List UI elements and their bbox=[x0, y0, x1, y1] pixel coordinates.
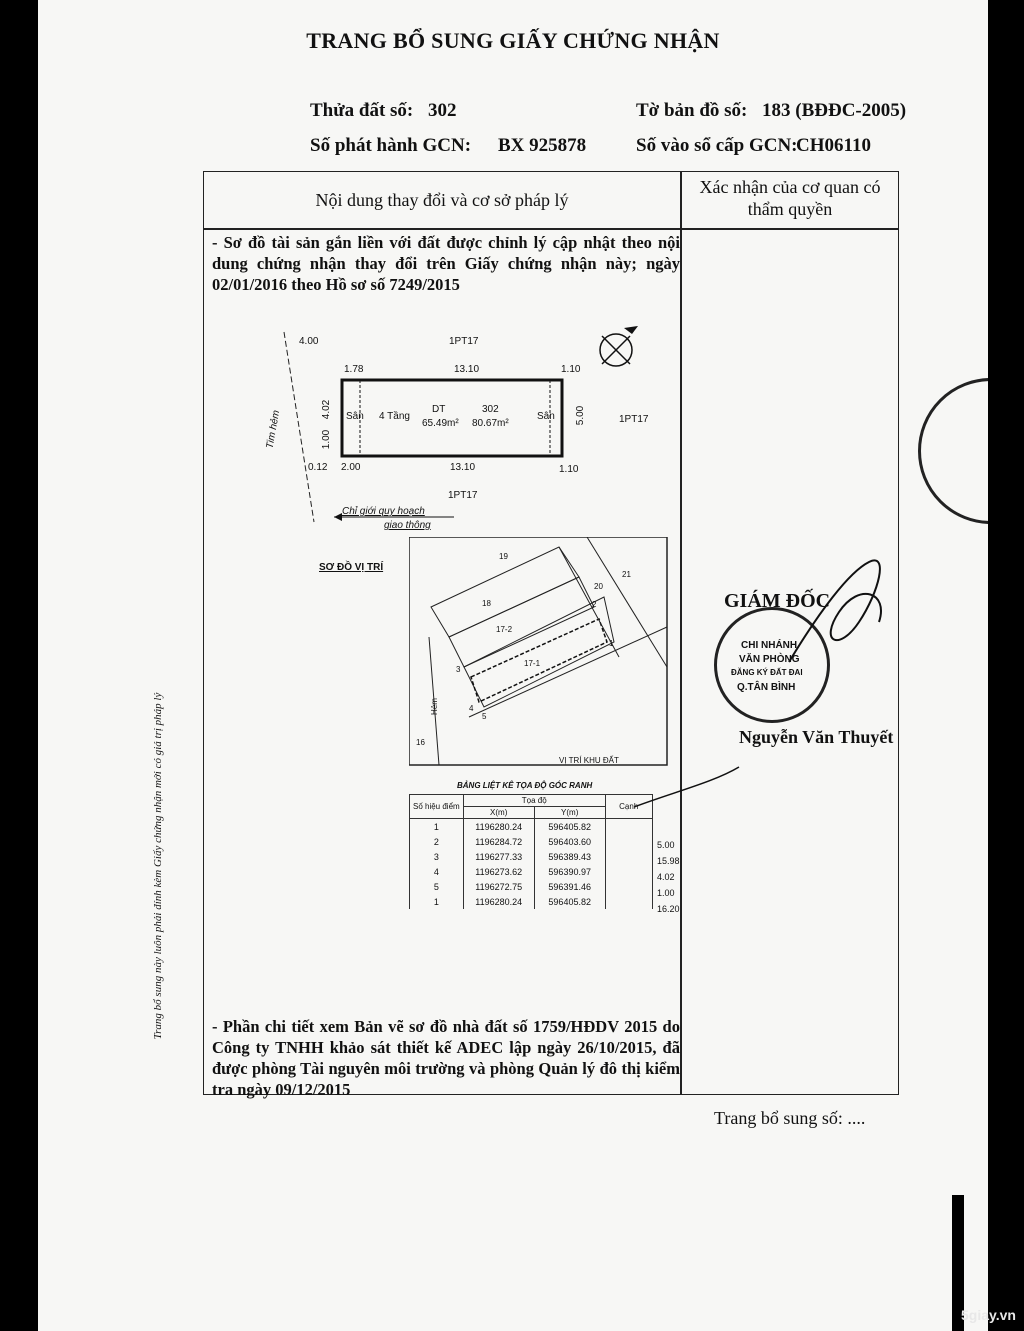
floors-label: 4 Tầng bbox=[379, 411, 410, 422]
coord-cell-x: 1196273.62 bbox=[463, 864, 534, 879]
coord-row bbox=[410, 879, 653, 894]
parcel-value: 302 bbox=[428, 100, 457, 121]
area-total: 80.67m² bbox=[472, 418, 509, 429]
seal-line-1: CHI NHÁNH bbox=[741, 640, 798, 651]
coord-cell-x: 1196272.75 bbox=[463, 879, 534, 894]
coord-cell-p: 1 bbox=[410, 819, 464, 835]
side-note: Trang bổ sung này luôn phải đính kèm Giấy chứng nhận mới có giá trị pháp lý bbox=[152, 692, 164, 1040]
page-title: TRANG BỔ SUNG GIẤY CHỨNG NHẬN bbox=[306, 28, 720, 53]
coord-cell-y: 596405.82 bbox=[534, 894, 605, 909]
side-dim-3: 5.00 bbox=[575, 405, 587, 426]
dim-bottom-1: 0.12 bbox=[308, 462, 328, 473]
side-dim-1: 4.02 bbox=[321, 399, 333, 420]
edge-length: 16.20 bbox=[657, 904, 680, 914]
map-value: 183 (BĐĐC-2005) bbox=[762, 100, 907, 121]
coord-table bbox=[409, 794, 653, 909]
north-arrow-icon bbox=[594, 322, 644, 372]
lot-16: 16 bbox=[416, 738, 425, 747]
coord-th-x: X(m) bbox=[463, 807, 534, 819]
change-paragraph-2: - Phần chi tiết xem Bản vẽ sơ đồ nhà đất số 1759/HĐDV 2015 do Công ty TNHH khảo sát thiết kế ADEC lập ngày 26/10/2015, đã được phòng Tài nguyên môi trường và phòng Quản lý đô thị kiểm tra ngày 09/12/2015 bbox=[212, 1017, 680, 1099]
coord-cell-p: 5 bbox=[410, 879, 464, 894]
boundary-arrow-head bbox=[334, 513, 342, 521]
point-2: 2 bbox=[592, 600, 597, 609]
lot-20: 20 bbox=[594, 582, 603, 591]
coord-th-y: Y(m) bbox=[534, 807, 605, 819]
col2-header-line1: Xác nhận của cơ quan có bbox=[699, 177, 881, 197]
dim-bottom-3: 13.10 bbox=[450, 462, 476, 473]
seal-line-3: ĐĂNG KÝ ĐẤT ĐAI bbox=[731, 668, 803, 677]
plan-bottom-label: 1PT17 bbox=[448, 490, 478, 501]
edge-length: 5.00 bbox=[657, 840, 675, 850]
coord-row bbox=[410, 819, 653, 835]
dim-top-1: 1.78 bbox=[344, 364, 364, 375]
alley-label: Tim hẻm bbox=[264, 409, 283, 450]
lot-number: 302 bbox=[482, 404, 499, 415]
col2-header-line2: thẩm quyền bbox=[747, 199, 833, 219]
coord-cell-x: 1196280.24 bbox=[463, 894, 534, 909]
coord-row bbox=[410, 849, 653, 864]
lot-17-1: 17-1 bbox=[524, 659, 541, 668]
edge-length: 15.98 bbox=[657, 856, 680, 866]
coord-row bbox=[410, 834, 653, 849]
site-label: VỊ TRÍ KHU ĐẤT bbox=[559, 756, 619, 765]
alley-map-label: Hẻm bbox=[429, 698, 439, 715]
dt-label: DT bbox=[432, 404, 446, 415]
register-value: CH06110 bbox=[796, 135, 871, 156]
coord-cell-edge bbox=[605, 819, 652, 835]
watermark: 5giay.vn bbox=[961, 1307, 1016, 1323]
table-header-divider bbox=[204, 228, 898, 230]
coord-cell-y: 596389.43 bbox=[534, 849, 605, 864]
change-table bbox=[203, 171, 899, 1099]
coord-cell-y: 596390.97 bbox=[534, 864, 605, 879]
yard-left: Sân bbox=[346, 411, 364, 422]
dim-top-3: 1.10 bbox=[561, 364, 581, 375]
coord-th-point: Số hiệu điểm bbox=[410, 795, 464, 819]
coord-cell-y: 596391.46 bbox=[534, 879, 605, 894]
coord-cell-y: 596405.82 bbox=[534, 819, 605, 835]
dim-top-2: 13.10 bbox=[454, 364, 480, 375]
cert-issue-value: BX 925878 bbox=[498, 135, 587, 156]
seal-line-4: Q.TÂN BÌNH bbox=[737, 682, 796, 693]
approval-role: GIÁM ĐỐC bbox=[724, 590, 831, 612]
lot-18: 18 bbox=[482, 599, 491, 608]
coord-table-body bbox=[410, 819, 653, 910]
coord-cell-p: 1 bbox=[410, 894, 464, 909]
seal-line-2: VĂN PHÒNG bbox=[739, 654, 800, 665]
coord-cell-p: 2 bbox=[410, 834, 464, 849]
signer-name: Nguyễn Văn Thuyết bbox=[739, 727, 894, 747]
point-1: 1 bbox=[609, 639, 614, 648]
point-4: 4 bbox=[469, 704, 474, 713]
yard-right: Sân bbox=[537, 411, 555, 422]
partial-seal-icon bbox=[918, 378, 988, 524]
signature-icon bbox=[779, 552, 899, 672]
lot-21: 21 bbox=[622, 570, 631, 579]
coord-cell-edge bbox=[605, 894, 652, 909]
dim-bottom-4: 1.10 bbox=[559, 464, 579, 475]
register-label: Số vào sổ cấp GCN: bbox=[636, 135, 798, 156]
page-number-label: Trang bổ sung số: .... bbox=[714, 1108, 866, 1128]
cert-issue-label: Số phát hành GCN: bbox=[310, 135, 472, 156]
coord-th-coord: Tọa độ bbox=[463, 795, 605, 807]
coord-cell-edge bbox=[605, 879, 652, 894]
coord-th-edge: Cạnh bbox=[605, 795, 652, 819]
point-5: 5 bbox=[482, 712, 487, 721]
coord-cell-edge bbox=[605, 864, 652, 879]
boundary-label-2: giao thông bbox=[384, 520, 431, 531]
edge-length: 4.02 bbox=[657, 872, 675, 882]
lot-19: 19 bbox=[499, 552, 508, 561]
alley-centerline bbox=[284, 332, 314, 522]
coord-cell-x: 1196277.33 bbox=[463, 849, 534, 864]
plan-right-label: 1PT17 bbox=[619, 414, 649, 425]
coord-cell-x: 1196284.72 bbox=[463, 834, 534, 849]
coord-row bbox=[410, 864, 653, 879]
coord-row bbox=[410, 894, 653, 909]
boundary-label-1: Chỉ giới quy hoạch bbox=[342, 506, 425, 517]
side-dim-2: 1.00 bbox=[321, 429, 333, 450]
top-left-dim: 4.00 bbox=[299, 336, 319, 347]
document-page bbox=[38, 0, 988, 1331]
coord-table-title: BẢNG LIỆT KÊ TỌA ĐỘ GÓC RANH bbox=[457, 781, 593, 790]
coord-cell-p: 3 bbox=[410, 849, 464, 864]
coord-cell-edge bbox=[605, 834, 652, 849]
change-paragraph-1: - Sơ đồ tài sản gắn liền với đất được chỉnh lý cập nhật theo nội dung chứng nhận thay đổi trên Giấy chứng nhận này; ngày 02/01/2016 theo Hồ sơ số 7249/2015 bbox=[212, 233, 680, 294]
point-3: 3 bbox=[456, 665, 461, 674]
coord-cell-y: 596403.60 bbox=[534, 834, 605, 849]
dim-bottom-2: 2.00 bbox=[341, 462, 361, 473]
location-title: SƠ ĐỒ VỊ TRÍ bbox=[319, 562, 384, 573]
coord-cell-x: 1196280.24 bbox=[463, 819, 534, 835]
edge-pointer-line bbox=[634, 762, 744, 812]
plan-top-label: 1PT17 bbox=[449, 336, 479, 347]
table-column-divider bbox=[680, 172, 682, 1094]
parcel-label: Thửa đất số: bbox=[310, 100, 414, 121]
coord-cell-edge bbox=[605, 849, 652, 864]
lot-17-2: 17-2 bbox=[496, 625, 513, 634]
map-label: Tờ bản đồ số: bbox=[636, 100, 748, 121]
area-built: 65.49m² bbox=[422, 418, 459, 429]
col1-header: Nội dung thay đổi và cơ sở pháp lý bbox=[315, 190, 569, 210]
edge-length: 1.00 bbox=[657, 888, 675, 898]
coord-cell-p: 4 bbox=[410, 864, 464, 879]
